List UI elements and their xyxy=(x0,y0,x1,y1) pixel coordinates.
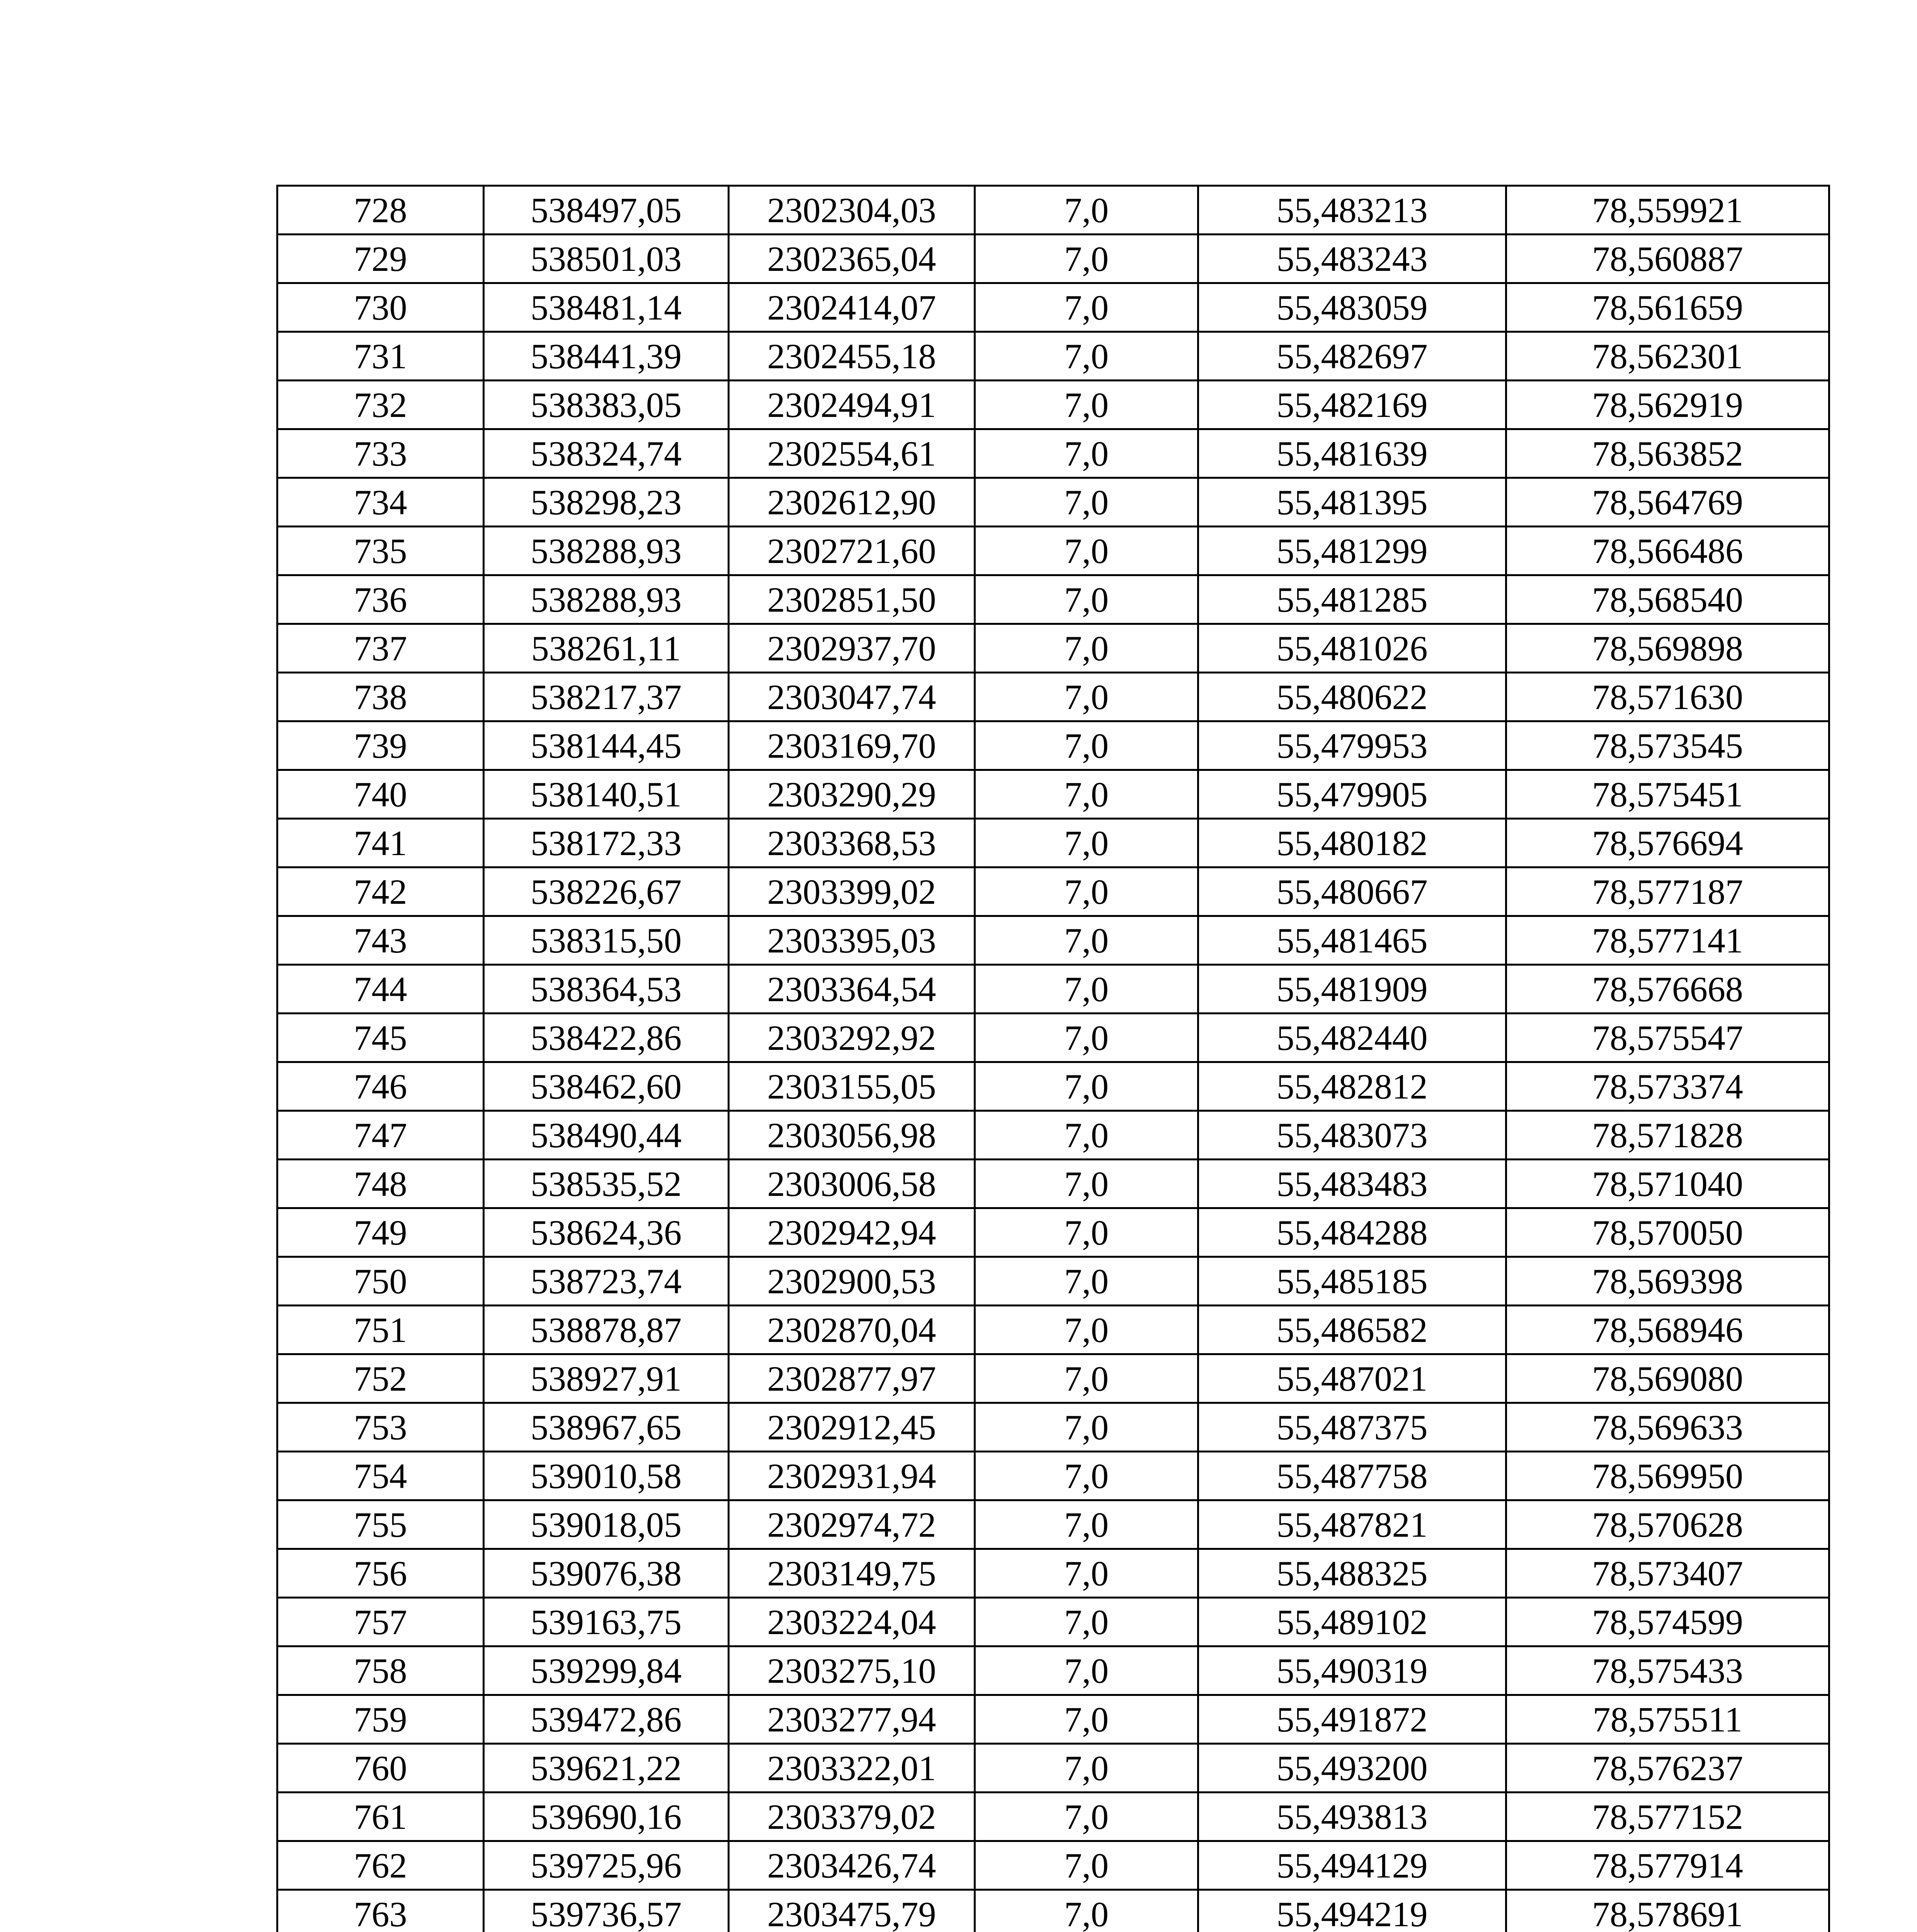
x-coordinate-cell: 538967,65 xyxy=(484,1403,729,1452)
latitude-cell: 55,490319 xyxy=(1198,1646,1506,1695)
y-coordinate-cell: 2302455,18 xyxy=(729,332,975,381)
latitude-cell: 55,493200 xyxy=(1198,1744,1506,1793)
y-coordinate-cell: 2303006,58 xyxy=(729,1160,975,1208)
table-row xyxy=(277,624,1829,673)
x-coordinate-cell: 538927,91 xyxy=(484,1354,729,1403)
latitude-cell: 55,481465 xyxy=(1198,916,1506,965)
table-row xyxy=(277,429,1829,478)
y-coordinate-cell: 2303379,02 xyxy=(729,1793,975,1841)
accuracy-cell: 7,0 xyxy=(975,478,1198,527)
latitude-cell: 55,487758 xyxy=(1198,1452,1506,1500)
latitude-cell: 55,482812 xyxy=(1198,1062,1506,1111)
latitude-cell: 55,489102 xyxy=(1198,1598,1506,1646)
accuracy-cell: 7,0 xyxy=(975,1549,1198,1598)
x-coordinate-cell: 539736,57 xyxy=(484,1890,729,1932)
point-number-cell: 728 xyxy=(277,186,484,235)
table-row xyxy=(277,1549,1829,1598)
accuracy-cell: 7,0 xyxy=(975,1014,1198,1062)
table-row xyxy=(277,1646,1829,1695)
accuracy-cell: 7,0 xyxy=(975,1111,1198,1160)
longitude-cell: 78,568946 xyxy=(1506,1306,1829,1354)
point-number-cell: 744 xyxy=(277,965,484,1014)
longitude-cell: 78,570628 xyxy=(1506,1500,1829,1549)
longitude-cell: 78,570050 xyxy=(1506,1208,1829,1257)
coordinates-table xyxy=(276,185,1830,1932)
table-row xyxy=(277,1793,1829,1841)
latitude-cell: 55,479905 xyxy=(1198,770,1506,819)
x-coordinate-cell: 538217,37 xyxy=(484,673,729,721)
y-coordinate-cell: 2303275,10 xyxy=(729,1646,975,1695)
y-coordinate-cell: 2303155,05 xyxy=(729,1062,975,1111)
table-row xyxy=(277,1111,1829,1160)
y-coordinate-cell: 2302942,94 xyxy=(729,1208,975,1257)
x-coordinate-cell: 538501,03 xyxy=(484,235,729,283)
point-number-cell: 751 xyxy=(277,1306,484,1354)
x-coordinate-cell: 538535,52 xyxy=(484,1160,729,1208)
x-coordinate-cell: 538497,05 xyxy=(484,186,729,235)
longitude-cell: 78,568540 xyxy=(1506,575,1829,624)
accuracy-cell: 7,0 xyxy=(975,1841,1198,1890)
latitude-cell: 55,494219 xyxy=(1198,1890,1506,1932)
longitude-cell: 78,569898 xyxy=(1506,624,1829,673)
point-number-cell: 748 xyxy=(277,1160,484,1208)
longitude-cell: 78,573407 xyxy=(1506,1549,1829,1598)
point-number-cell: 735 xyxy=(277,527,484,575)
accuracy-cell: 7,0 xyxy=(975,1646,1198,1695)
accuracy-cell: 7,0 xyxy=(975,1403,1198,1452)
y-coordinate-cell: 2302365,04 xyxy=(729,235,975,283)
point-number-cell: 746 xyxy=(277,1062,484,1111)
accuracy-cell: 7,0 xyxy=(975,1500,1198,1549)
accuracy-cell: 7,0 xyxy=(975,1306,1198,1354)
coordinates-table-body xyxy=(277,186,1829,1932)
x-coordinate-cell: 538383,05 xyxy=(484,381,729,429)
y-coordinate-cell: 2303368,53 xyxy=(729,819,975,867)
latitude-cell: 55,493813 xyxy=(1198,1793,1506,1841)
table-row xyxy=(277,1695,1829,1744)
x-coordinate-cell: 539621,22 xyxy=(484,1744,729,1793)
y-coordinate-cell: 2303290,29 xyxy=(729,770,975,819)
latitude-cell: 55,481639 xyxy=(1198,429,1506,478)
latitude-cell: 55,487021 xyxy=(1198,1354,1506,1403)
x-coordinate-cell: 538324,74 xyxy=(484,429,729,478)
latitude-cell: 55,482169 xyxy=(1198,381,1506,429)
y-coordinate-cell: 2303395,03 xyxy=(729,916,975,965)
latitude-cell: 55,480622 xyxy=(1198,673,1506,721)
longitude-cell: 78,576237 xyxy=(1506,1744,1829,1793)
latitude-cell: 55,487375 xyxy=(1198,1403,1506,1452)
y-coordinate-cell: 2302870,04 xyxy=(729,1306,975,1354)
x-coordinate-cell: 539018,05 xyxy=(484,1500,729,1549)
point-number-cell: 745 xyxy=(277,1014,484,1062)
y-coordinate-cell: 2302494,91 xyxy=(729,381,975,429)
x-coordinate-cell: 538288,93 xyxy=(484,527,729,575)
latitude-cell: 55,486582 xyxy=(1198,1306,1506,1354)
x-coordinate-cell: 538315,50 xyxy=(484,916,729,965)
y-coordinate-cell: 2303277,94 xyxy=(729,1695,975,1744)
latitude-cell: 55,481395 xyxy=(1198,478,1506,527)
longitude-cell: 78,571630 xyxy=(1506,673,1829,721)
latitude-cell: 55,482697 xyxy=(1198,332,1506,381)
table-row xyxy=(277,381,1829,429)
accuracy-cell: 7,0 xyxy=(975,867,1198,916)
longitude-cell: 78,571828 xyxy=(1506,1111,1829,1160)
accuracy-cell: 7,0 xyxy=(975,624,1198,673)
table-row xyxy=(277,1160,1829,1208)
x-coordinate-cell: 538490,44 xyxy=(484,1111,729,1160)
latitude-cell: 55,483073 xyxy=(1198,1111,1506,1160)
x-coordinate-cell: 538172,33 xyxy=(484,819,729,867)
x-coordinate-cell: 539010,58 xyxy=(484,1452,729,1500)
point-number-cell: 757 xyxy=(277,1598,484,1646)
point-number-cell: 729 xyxy=(277,235,484,283)
x-coordinate-cell: 538298,23 xyxy=(484,478,729,527)
x-coordinate-cell: 538226,67 xyxy=(484,867,729,916)
point-number-cell: 752 xyxy=(277,1354,484,1403)
y-coordinate-cell: 2303399,02 xyxy=(729,867,975,916)
point-number-cell: 732 xyxy=(277,381,484,429)
accuracy-cell: 7,0 xyxy=(975,1598,1198,1646)
longitude-cell: 78,569633 xyxy=(1506,1403,1829,1452)
point-number-cell: 762 xyxy=(277,1841,484,1890)
x-coordinate-cell: 538624,36 xyxy=(484,1208,729,1257)
table-row xyxy=(277,770,1829,819)
point-number-cell: 733 xyxy=(277,429,484,478)
y-coordinate-cell: 2302554,61 xyxy=(729,429,975,478)
accuracy-cell: 7,0 xyxy=(975,381,1198,429)
x-coordinate-cell: 539472,86 xyxy=(484,1695,729,1744)
longitude-cell: 78,571040 xyxy=(1506,1160,1829,1208)
longitude-cell: 78,563852 xyxy=(1506,429,1829,478)
longitude-cell: 78,576694 xyxy=(1506,819,1829,867)
point-number-cell: 742 xyxy=(277,867,484,916)
y-coordinate-cell: 2303475,79 xyxy=(729,1890,975,1932)
table-row xyxy=(277,332,1829,381)
y-coordinate-cell: 2302974,72 xyxy=(729,1500,975,1549)
accuracy-cell: 7,0 xyxy=(975,1890,1198,1932)
table-row xyxy=(277,819,1829,867)
x-coordinate-cell: 539076,38 xyxy=(484,1549,729,1598)
longitude-cell: 78,566486 xyxy=(1506,527,1829,575)
table-row xyxy=(277,965,1829,1014)
accuracy-cell: 7,0 xyxy=(975,235,1198,283)
longitude-cell: 78,564769 xyxy=(1506,478,1829,527)
y-coordinate-cell: 2303149,75 xyxy=(729,1549,975,1598)
x-coordinate-cell: 539690,16 xyxy=(484,1793,729,1841)
y-coordinate-cell: 2303224,04 xyxy=(729,1598,975,1646)
table-row xyxy=(277,283,1829,332)
table-row xyxy=(277,721,1829,770)
accuracy-cell: 7,0 xyxy=(975,1354,1198,1403)
x-coordinate-cell: 538364,53 xyxy=(484,965,729,1014)
longitude-cell: 78,574599 xyxy=(1506,1598,1829,1646)
latitude-cell: 55,479953 xyxy=(1198,721,1506,770)
longitude-cell: 78,561659 xyxy=(1506,283,1829,332)
point-number-cell: 754 xyxy=(277,1452,484,1500)
y-coordinate-cell: 2302912,45 xyxy=(729,1403,975,1452)
x-coordinate-cell: 538441,39 xyxy=(484,332,729,381)
point-number-cell: 739 xyxy=(277,721,484,770)
table-row xyxy=(277,1744,1829,1793)
table-row xyxy=(277,1452,1829,1500)
point-number-cell: 731 xyxy=(277,332,484,381)
table-row xyxy=(277,867,1829,916)
accuracy-cell: 7,0 xyxy=(975,429,1198,478)
y-coordinate-cell: 2303047,74 xyxy=(729,673,975,721)
accuracy-cell: 7,0 xyxy=(975,575,1198,624)
latitude-cell: 55,488325 xyxy=(1198,1549,1506,1598)
accuracy-cell: 7,0 xyxy=(975,819,1198,867)
point-number-cell: 737 xyxy=(277,624,484,673)
latitude-cell: 55,483243 xyxy=(1198,235,1506,283)
accuracy-cell: 7,0 xyxy=(975,721,1198,770)
y-coordinate-cell: 2303322,01 xyxy=(729,1744,975,1793)
table-row xyxy=(277,1403,1829,1452)
table-row xyxy=(277,1598,1829,1646)
latitude-cell: 55,481299 xyxy=(1198,527,1506,575)
longitude-cell: 78,573374 xyxy=(1506,1062,1829,1111)
latitude-cell: 55,485185 xyxy=(1198,1257,1506,1306)
accuracy-cell: 7,0 xyxy=(975,527,1198,575)
point-number-cell: 753 xyxy=(277,1403,484,1452)
longitude-cell: 78,573545 xyxy=(1506,721,1829,770)
y-coordinate-cell: 2302937,70 xyxy=(729,624,975,673)
accuracy-cell: 7,0 xyxy=(975,1793,1198,1841)
table-row xyxy=(277,1257,1829,1306)
longitude-cell: 78,560887 xyxy=(1506,235,1829,283)
longitude-cell: 78,575511 xyxy=(1506,1695,1829,1744)
longitude-cell: 78,577141 xyxy=(1506,916,1829,965)
point-number-cell: 743 xyxy=(277,916,484,965)
x-coordinate-cell: 538481,14 xyxy=(484,283,729,332)
x-coordinate-cell: 538422,86 xyxy=(484,1014,729,1062)
longitude-cell: 78,578691 xyxy=(1506,1890,1829,1932)
x-coordinate-cell: 538140,51 xyxy=(484,770,729,819)
point-number-cell: 758 xyxy=(277,1646,484,1695)
y-coordinate-cell: 2303426,74 xyxy=(729,1841,975,1890)
latitude-cell: 55,483483 xyxy=(1198,1160,1506,1208)
accuracy-cell: 7,0 xyxy=(975,916,1198,965)
accuracy-cell: 7,0 xyxy=(975,283,1198,332)
longitude-cell: 78,575451 xyxy=(1506,770,1829,819)
latitude-cell: 55,483059 xyxy=(1198,283,1506,332)
longitude-cell: 78,569950 xyxy=(1506,1452,1829,1500)
longitude-cell: 78,575433 xyxy=(1506,1646,1829,1695)
x-coordinate-cell: 539163,75 xyxy=(484,1598,729,1646)
y-coordinate-cell: 2303169,70 xyxy=(729,721,975,770)
longitude-cell: 78,576668 xyxy=(1506,965,1829,1014)
latitude-cell: 55,494129 xyxy=(1198,1841,1506,1890)
y-coordinate-cell: 2302900,53 xyxy=(729,1257,975,1306)
latitude-cell: 55,480182 xyxy=(1198,819,1506,867)
y-coordinate-cell: 2303056,98 xyxy=(729,1111,975,1160)
table-row xyxy=(277,1890,1829,1932)
y-coordinate-cell: 2302304,03 xyxy=(729,186,975,235)
table-row xyxy=(277,673,1829,721)
x-coordinate-cell: 539725,96 xyxy=(484,1841,729,1890)
table-row xyxy=(277,1306,1829,1354)
point-number-cell: 749 xyxy=(277,1208,484,1257)
accuracy-cell: 7,0 xyxy=(975,332,1198,381)
y-coordinate-cell: 2302877,97 xyxy=(729,1354,975,1403)
accuracy-cell: 7,0 xyxy=(975,1160,1198,1208)
point-number-cell: 756 xyxy=(277,1549,484,1598)
longitude-cell: 78,577914 xyxy=(1506,1841,1829,1890)
x-coordinate-cell: 538462,60 xyxy=(484,1062,729,1111)
y-coordinate-cell: 2302414,07 xyxy=(729,283,975,332)
table-row xyxy=(277,1841,1829,1890)
point-number-cell: 740 xyxy=(277,770,484,819)
longitude-cell: 78,569398 xyxy=(1506,1257,1829,1306)
table-row xyxy=(277,575,1829,624)
y-coordinate-cell: 2303292,92 xyxy=(729,1014,975,1062)
longitude-cell: 78,569080 xyxy=(1506,1354,1829,1403)
latitude-cell: 55,481026 xyxy=(1198,624,1506,673)
table-row xyxy=(277,1500,1829,1549)
table-row xyxy=(277,186,1829,235)
latitude-cell: 55,481909 xyxy=(1198,965,1506,1014)
accuracy-cell: 7,0 xyxy=(975,770,1198,819)
accuracy-cell: 7,0 xyxy=(975,1452,1198,1500)
accuracy-cell: 7,0 xyxy=(975,1257,1198,1306)
y-coordinate-cell: 2302931,94 xyxy=(729,1452,975,1500)
point-number-cell: 759 xyxy=(277,1695,484,1744)
point-number-cell: 741 xyxy=(277,819,484,867)
latitude-cell: 55,482440 xyxy=(1198,1014,1506,1062)
x-coordinate-cell: 538144,45 xyxy=(484,721,729,770)
accuracy-cell: 7,0 xyxy=(975,965,1198,1014)
latitude-cell: 55,491872 xyxy=(1198,1695,1506,1744)
table-row xyxy=(277,1354,1829,1403)
x-coordinate-cell: 538288,93 xyxy=(484,575,729,624)
accuracy-cell: 7,0 xyxy=(975,1208,1198,1257)
point-number-cell: 755 xyxy=(277,1500,484,1549)
latitude-cell: 55,484288 xyxy=(1198,1208,1506,1257)
x-coordinate-cell: 538878,87 xyxy=(484,1306,729,1354)
y-coordinate-cell: 2303364,54 xyxy=(729,965,975,1014)
table-row xyxy=(277,478,1829,527)
y-coordinate-cell: 2302612,90 xyxy=(729,478,975,527)
x-coordinate-cell: 538261,11 xyxy=(484,624,729,673)
accuracy-cell: 7,0 xyxy=(975,1744,1198,1793)
point-number-cell: 736 xyxy=(277,575,484,624)
table-row xyxy=(277,235,1829,283)
longitude-cell: 78,562301 xyxy=(1506,332,1829,381)
longitude-cell: 78,575547 xyxy=(1506,1014,1829,1062)
point-number-cell: 738 xyxy=(277,673,484,721)
longitude-cell: 78,577187 xyxy=(1506,867,1829,916)
table-row xyxy=(277,1062,1829,1111)
y-coordinate-cell: 2302851,50 xyxy=(729,575,975,624)
latitude-cell: 55,483213 xyxy=(1198,186,1506,235)
accuracy-cell: 7,0 xyxy=(975,1062,1198,1111)
accuracy-cell: 7,0 xyxy=(975,186,1198,235)
y-coordinate-cell: 2302721,60 xyxy=(729,527,975,575)
table-row xyxy=(277,527,1829,575)
latitude-cell: 55,480667 xyxy=(1198,867,1506,916)
point-number-cell: 750 xyxy=(277,1257,484,1306)
table-row xyxy=(277,1014,1829,1062)
table-row xyxy=(277,916,1829,965)
x-coordinate-cell: 538723,74 xyxy=(484,1257,729,1306)
point-number-cell: 730 xyxy=(277,283,484,332)
accuracy-cell: 7,0 xyxy=(975,673,1198,721)
longitude-cell: 78,562919 xyxy=(1506,381,1829,429)
table-row xyxy=(277,1208,1829,1257)
point-number-cell: 734 xyxy=(277,478,484,527)
latitude-cell: 55,481285 xyxy=(1198,575,1506,624)
accuracy-cell: 7,0 xyxy=(975,1695,1198,1744)
x-coordinate-cell: 539299,84 xyxy=(484,1646,729,1695)
longitude-cell: 78,577152 xyxy=(1506,1793,1829,1841)
point-number-cell: 747 xyxy=(277,1111,484,1160)
point-number-cell: 763 xyxy=(277,1890,484,1932)
latitude-cell: 55,487821 xyxy=(1198,1500,1506,1549)
point-number-cell: 760 xyxy=(277,1744,484,1793)
point-number-cell: 761 xyxy=(277,1793,484,1841)
longitude-cell: 78,559921 xyxy=(1506,186,1829,235)
